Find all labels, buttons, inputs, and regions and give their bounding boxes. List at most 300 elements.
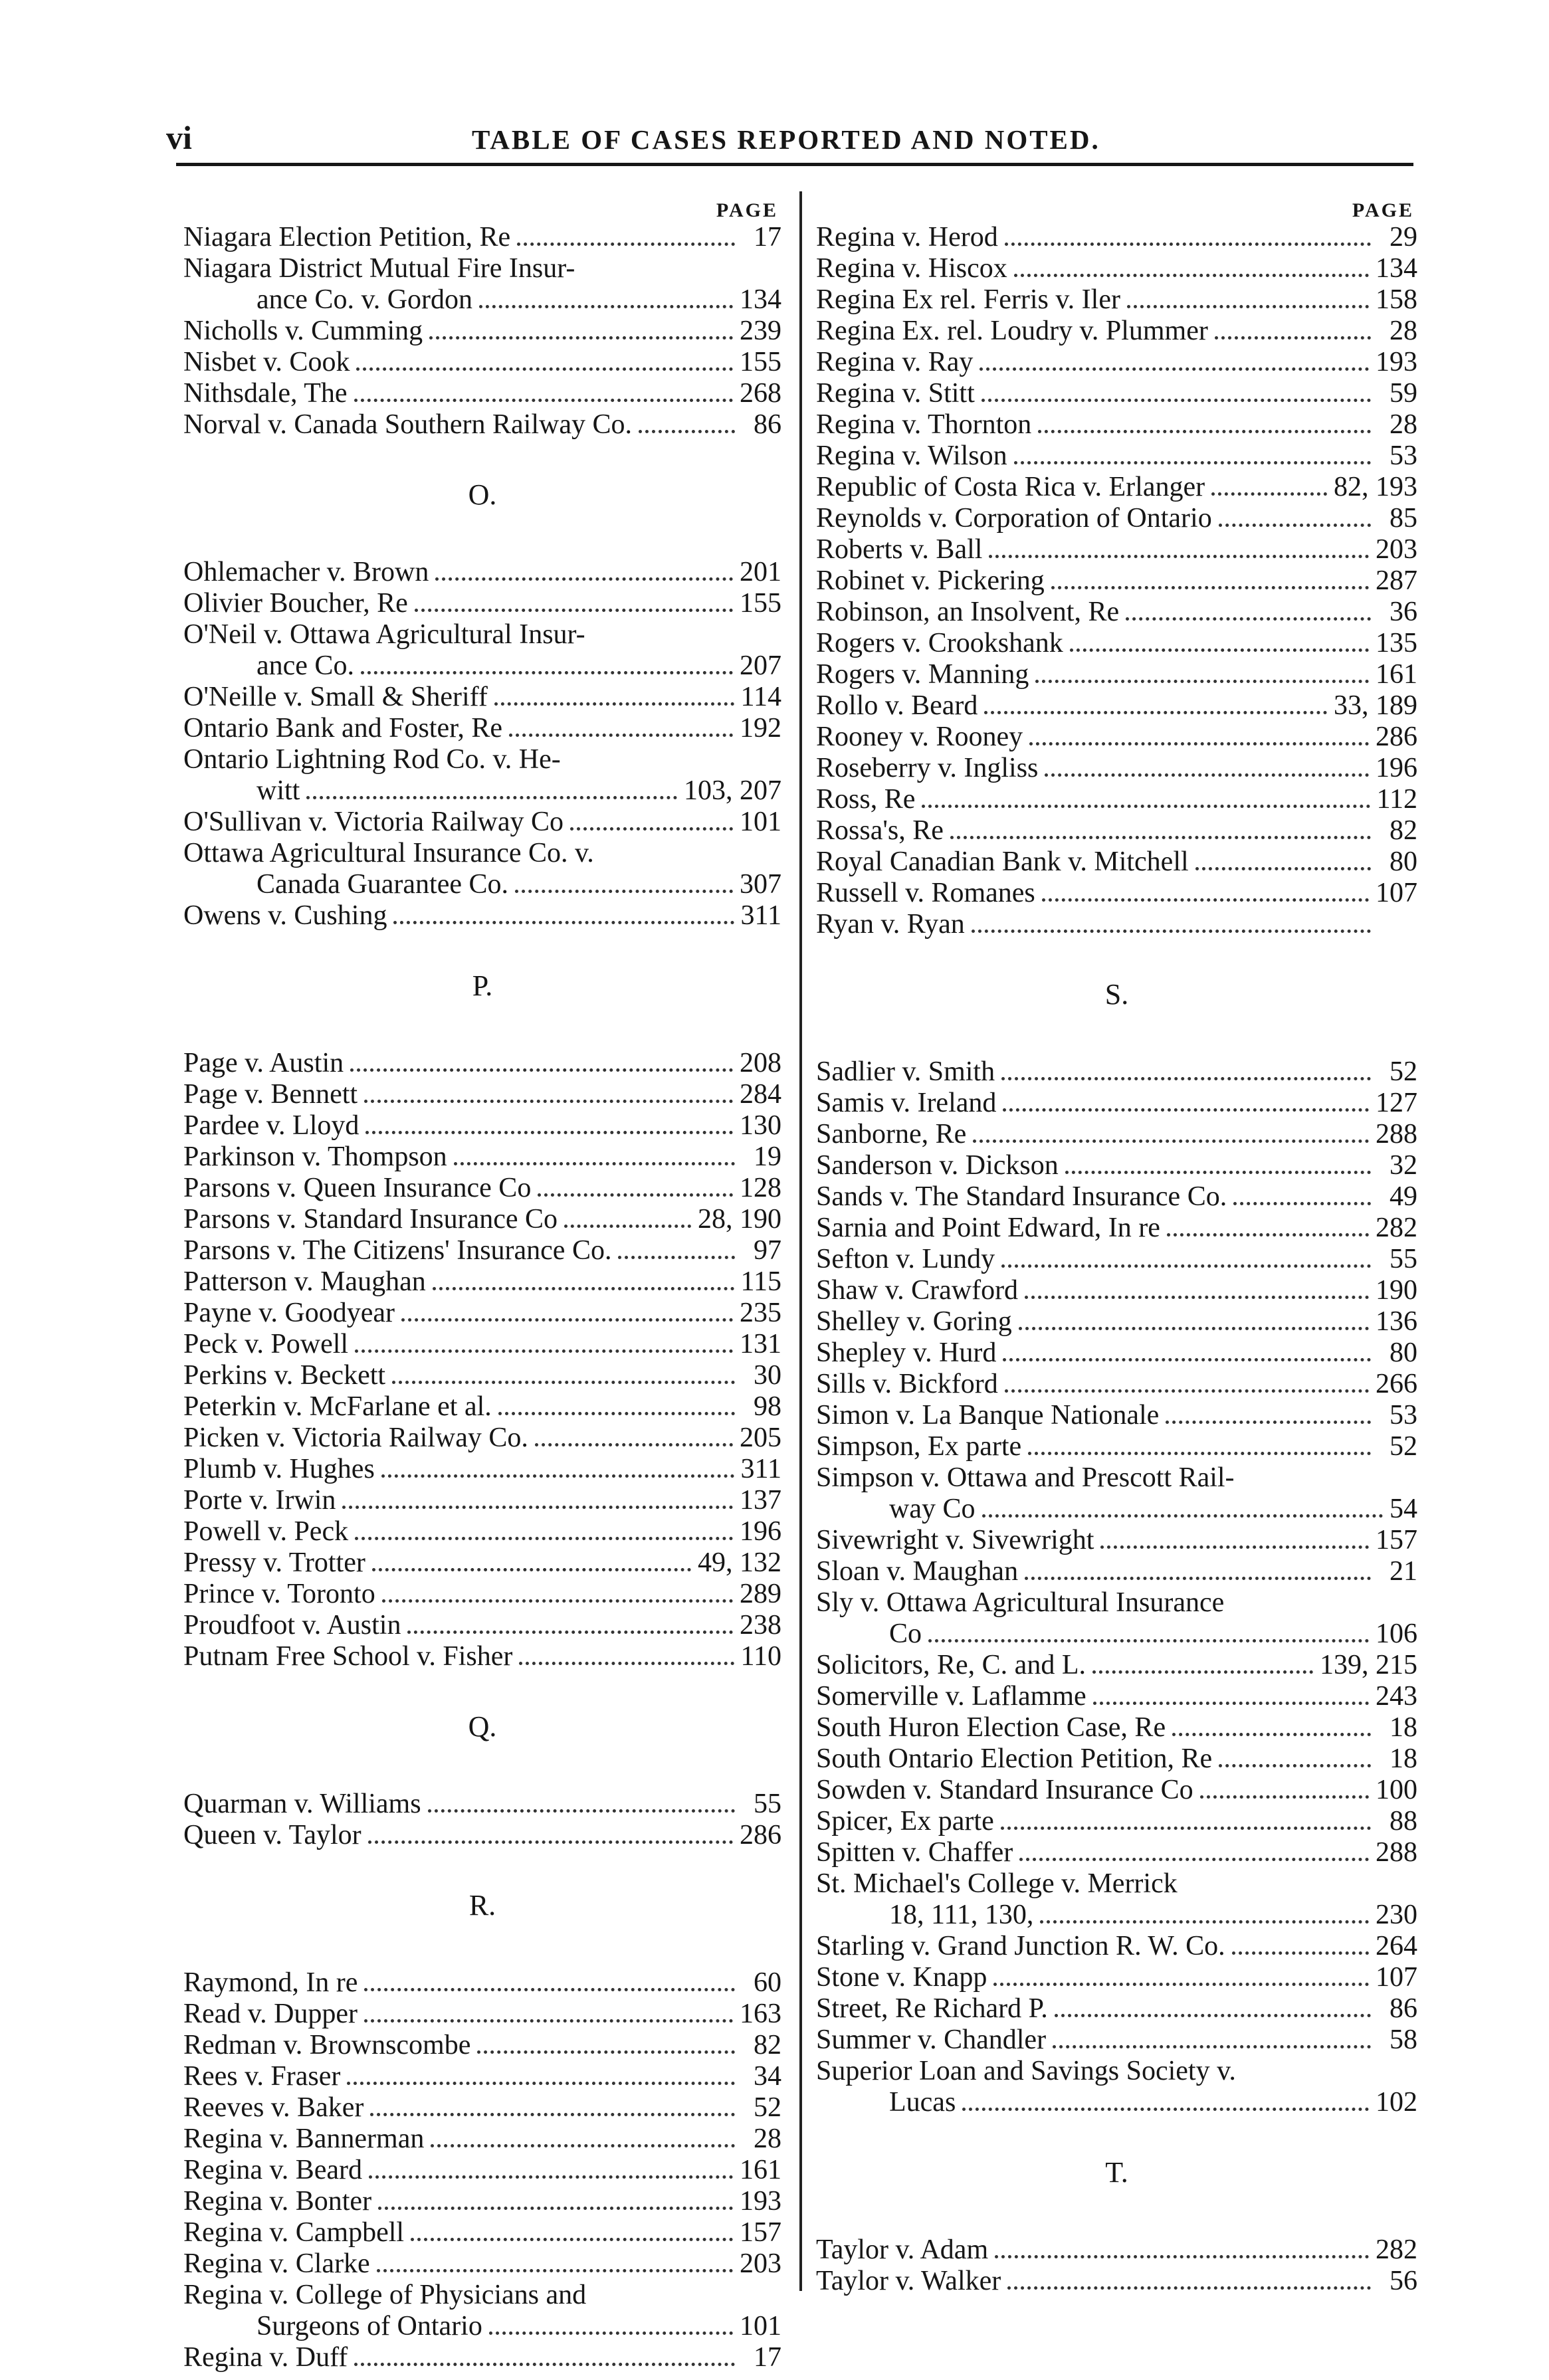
case-name: Read v. Dupper: [183, 1999, 358, 2029]
case-entry: [816, 753, 1417, 784]
case-name: Parsons v. Queen Insurance Co: [183, 1173, 532, 1203]
case-entry: [183, 1516, 781, 1547]
section-t: [816, 2234, 1417, 2297]
section-r: [183, 1967, 781, 2373]
dot-leader: [364, 1988, 735, 1991]
case-entry: [816, 222, 1417, 253]
dot-leader: [1040, 1920, 1369, 1924]
page-reference: 134: [740, 284, 781, 315]
dot-leader: [1038, 430, 1371, 433]
case-entry: [183, 2217, 781, 2248]
dot-leader: [356, 367, 733, 371]
case-entry: [816, 1962, 1417, 1993]
dot-leader: [1092, 1670, 1313, 1674]
case-entry: [816, 878, 1417, 909]
case-entry: [816, 1556, 1417, 1587]
case-entry: [816, 784, 1417, 815]
dot-leader: [1215, 336, 1371, 340]
page-reference: 54: [1390, 1494, 1417, 1524]
case-entry: [183, 1266, 781, 1298]
dot-leader: [1003, 1358, 1371, 1361]
case-entry: [183, 1329, 781, 1360]
case-entry-continuation: [183, 2311, 781, 2342]
case-entry: [816, 316, 1417, 347]
case-name: Parsons v. Standard Insurance Co: [183, 1204, 558, 1235]
page-reference: 157: [740, 2217, 781, 2248]
dot-leader: [378, 2207, 733, 2210]
case-name: South Ontario Election Petition, Re: [816, 1743, 1213, 1774]
case-entry: [183, 1579, 781, 1610]
case-entry: [183, 1298, 781, 1329]
dot-leader: [515, 890, 733, 893]
page-reference: 155: [740, 588, 781, 619]
section-heading-q: Q.: [468, 1710, 497, 1743]
page-reference: 58: [1390, 2025, 1417, 2055]
case-name: South Huron Election Case, Re: [816, 1712, 1166, 1743]
page-reference: 32: [1390, 1150, 1417, 1181]
dot-leader: [1172, 1733, 1371, 1736]
dot-leader: [364, 2019, 733, 2023]
page-reference: 115: [740, 1266, 781, 1297]
case-name: Taylor v. Adam: [816, 2234, 989, 2265]
page-reference: 17: [754, 2342, 781, 2373]
page-reference: 80: [1390, 846, 1417, 877]
case-name: Redman v. Brownscombe: [183, 2030, 471, 2060]
page-reference: 193: [1376, 347, 1417, 377]
page-reference: 86: [754, 409, 781, 440]
case-entry: [816, 722, 1417, 753]
page-column-label: PAGE: [716, 199, 778, 221]
page-reference: 49, 132: [698, 1547, 781, 1578]
case-entry: [816, 909, 1417, 940]
case-name: O'Neil v. Ottawa Agricultural Insur-: [183, 619, 585, 650]
case-name: Ottawa Agricultural Insurance Co. v.: [183, 838, 594, 868]
dot-leader: [489, 2331, 733, 2335]
dot-leader: [973, 1140, 1369, 1143]
case-entry: [816, 378, 1417, 409]
case-entry: [183, 253, 781, 284]
case-name: Rees v. Fraser: [183, 2061, 341, 2092]
page-reference: 28: [1390, 409, 1417, 440]
page-reference: 100: [1376, 1775, 1417, 1805]
dot-leader: [431, 2144, 735, 2147]
case-entry: [183, 1423, 781, 1454]
dot-leader: [1070, 648, 1369, 652]
page-reference: 264: [1376, 1931, 1417, 1961]
page-reference: 102: [1376, 2087, 1417, 2118]
case-name: Roberts v. Ball: [816, 534, 983, 565]
dot-leader: [411, 2238, 733, 2241]
case-entry: [183, 1610, 781, 1641]
dot-leader: [494, 702, 734, 706]
case-entry: [183, 900, 781, 932]
page-reference: 88: [1390, 1806, 1417, 1836]
case-entry: [183, 807, 781, 838]
dot-leader: [517, 243, 735, 246]
page-reference: 163: [740, 1999, 781, 2029]
dot-leader: [1232, 1951, 1369, 1955]
case-name: Sills v. Bickford: [816, 1369, 998, 1399]
dot-leader: [538, 1193, 733, 1197]
case-name-continued: Lucas: [889, 2087, 956, 2118]
dot-leader: [368, 1840, 733, 1844]
dot-leader: [535, 1443, 733, 1446]
folio-number: vi: [166, 119, 192, 156]
case-name: Ryan v. Ryan: [816, 909, 965, 940]
case-entry: [816, 1181, 1417, 1213]
dot-leader: [354, 2363, 735, 2366]
dot-leader: [365, 1131, 733, 1134]
page-reference: 17: [754, 222, 781, 252]
case-entry: [816, 1369, 1417, 1400]
case-name: Porte v. Irwin: [183, 1485, 336, 1516]
dot-leader: [950, 836, 1371, 839]
dot-leader: [1233, 1202, 1371, 1205]
case-entry: [183, 347, 781, 378]
page-reference: 190: [1376, 1275, 1417, 1306]
case-entry-continuation: [183, 775, 781, 807]
case-name: Shelley v. Goring: [816, 1306, 1012, 1337]
page-reference: 30: [754, 1360, 781, 1391]
case-name: Regina v. Ray: [816, 347, 974, 377]
case-entry: [816, 503, 1417, 534]
dot-leader: [1029, 742, 1369, 745]
case-entry: [816, 1400, 1417, 1431]
case-name: Simpson v. Ottawa and Prescott Rail-: [816, 1462, 1235, 1493]
case-entry: [816, 628, 1417, 659]
dot-leader: [1005, 1389, 1369, 1393]
case-name: Somerville v. Laflamme: [816, 1681, 1086, 1712]
page-reference: 134: [1376, 253, 1417, 284]
page-reference: 60: [754, 1967, 781, 1998]
case-name: Regina v. Bonter: [183, 2186, 372, 2217]
case-name: Sanderson v. Dickson: [816, 1150, 1059, 1181]
page-reference: 82: [1390, 815, 1417, 846]
header-rule: [176, 163, 1413, 166]
section-p: [183, 1048, 781, 1672]
case-name: O'Neille v. Small & Sheriff: [183, 682, 488, 712]
case-entry: [183, 1967, 781, 1999]
page-reference: 161: [740, 2155, 781, 2185]
page-reference: 288: [1376, 1119, 1417, 1149]
page-reference: 29: [1390, 222, 1417, 252]
case-entry: [816, 472, 1417, 503]
dot-leader: [435, 577, 733, 581]
case-entry-continuation: [183, 650, 781, 682]
page-reference: 107: [1376, 1962, 1417, 1993]
case-entry: [816, 1338, 1417, 1369]
dot-leader: [1219, 1764, 1371, 1767]
case-entry: [816, 1837, 1417, 1868]
case-entry: [816, 1775, 1417, 1806]
page-reference: 82: [754, 2030, 781, 2060]
page-reference: 137: [740, 1485, 781, 1516]
case-name: Regina v. Campbell: [183, 2217, 405, 2248]
page-reference: 157: [1376, 1525, 1417, 1555]
case-name: Sowden v. Standard Insurance Co: [816, 1775, 1193, 1805]
page-reference: 289: [740, 1579, 781, 1609]
case-entry: [183, 1820, 781, 1851]
case-entry: [816, 1525, 1417, 1556]
page-header: [0, 100, 1549, 173]
dot-leader: [1127, 305, 1369, 308]
case-entry-continuation: [816, 1619, 1417, 1650]
dot-leader: [1019, 1858, 1369, 1861]
page-reference: 311: [740, 900, 781, 931]
page-reference: 110: [740, 1641, 781, 1672]
case-entry: [183, 2248, 781, 2280]
case-name: Summer v. Chandler: [816, 2025, 1047, 2055]
case-name: St. Michael's College v. Merrick: [816, 1868, 1178, 1899]
case-entry: [816, 347, 1417, 378]
section-n: [183, 222, 781, 441]
running-title: TABLE OF CASES REPORTED AND NOTED.: [472, 124, 1100, 155]
page-reference: 205: [740, 1423, 781, 1453]
case-name: Prince v. Toronto: [183, 1579, 375, 1609]
dot-leader: [1007, 2286, 1371, 2290]
case-name: Norval v. Canada Southern Railway Co.: [183, 409, 632, 440]
page-reference: 21: [1390, 1556, 1417, 1587]
case-name: Rogers v. Manning: [816, 659, 1029, 690]
case-name: Page v. Bennett: [183, 1079, 358, 1110]
case-entry: [183, 1454, 781, 1485]
case-entry-continuation: [816, 2087, 1417, 2118]
page-reference: 98: [754, 1391, 781, 1422]
page-reference: 127: [1376, 1088, 1417, 1118]
dot-leader: [618, 1256, 735, 1259]
page-reference: 82, 193: [1334, 472, 1417, 502]
case-entry: [183, 1048, 781, 1079]
dot-leader: [369, 2175, 733, 2179]
case-name: Reynolds v. Corporation of Ontario: [816, 503, 1212, 534]
case-entry: [183, 1110, 781, 1141]
case-entry: [183, 1141, 781, 1173]
page-reference: 52: [1390, 1431, 1417, 1462]
case-name: Parkinson v. Thompson: [183, 1141, 447, 1172]
dot-leader: [382, 1599, 733, 1603]
page-reference: 53: [1390, 441, 1417, 471]
case-entry: [816, 2266, 1417, 2297]
left-column: [183, 199, 781, 2373]
case-name: Rollo v. Beard: [816, 690, 978, 721]
case-entry: [183, 1360, 781, 1391]
case-entry: [816, 1743, 1417, 1775]
case-entry: [816, 1306, 1417, 1338]
case-entry: [816, 2234, 1417, 2266]
dot-leader: [1001, 1264, 1371, 1268]
page-reference: 28: [1390, 316, 1417, 346]
case-name: Simpson, Ex parte: [816, 1431, 1022, 1462]
section-r-continued: [816, 222, 1417, 940]
case-name: Regina v. Wilson: [816, 441, 1007, 471]
case-name: Nisbet v. Cook: [183, 347, 350, 377]
page-reference: 311: [740, 1454, 781, 1484]
case-entry: [816, 659, 1417, 690]
case-entry: [183, 588, 781, 619]
page-reference: 193: [740, 2186, 781, 2217]
case-name: Regina v. Clarke: [183, 2248, 370, 2279]
dot-leader: [922, 805, 1370, 808]
page-reference: 33, 189: [1334, 690, 1417, 721]
case-name-continued: 18, 111, 130,: [889, 1900, 1034, 1930]
case-entry: [816, 284, 1417, 316]
page-reference: 196: [1376, 753, 1417, 783]
dot-leader: [972, 930, 1371, 933]
page-reference: 19: [754, 1141, 781, 1172]
dot-leader: [1219, 524, 1371, 527]
page-reference: 192: [740, 713, 781, 744]
case-entry: [816, 1650, 1417, 1681]
case-name: Russell v. Romanes: [816, 878, 1035, 908]
case-entry: [816, 534, 1417, 565]
dot-leader: [1065, 1171, 1371, 1174]
dot-leader: [1003, 1108, 1369, 1112]
case-name: Niagara District Mutual Fire Insur-: [183, 253, 575, 284]
case-name: Royal Canadian Bank v. Mitchell: [816, 846, 1189, 877]
case-name: Sarnia and Point Edward, In re: [816, 1213, 1160, 1243]
page-reference: 55: [1390, 1244, 1417, 1274]
page-reference: 97: [754, 1235, 781, 1266]
page-reference: 36: [1390, 597, 1417, 627]
case-name: Regina v. Bannerman: [183, 2124, 425, 2154]
case-entry: [183, 1485, 781, 1516]
page-reference: 49: [1390, 1181, 1417, 1212]
case-name: Raymond, In re: [183, 1967, 358, 1998]
section-heading-s: S.: [1104, 978, 1129, 1011]
case-entry-continuation: [183, 284, 781, 316]
case-entry: [183, 1204, 781, 1235]
dot-leader: [509, 734, 733, 737]
dot-leader: [1167, 1233, 1369, 1237]
dot-leader: [377, 2269, 733, 2272]
page-reference: 203: [740, 2248, 781, 2279]
case-name: Simon v. La Banque Nationale: [816, 1400, 1160, 1431]
dot-leader: [498, 1412, 735, 1415]
page-reference: 282: [1376, 1213, 1417, 1243]
case-entry: [183, 1391, 781, 1423]
dot-leader: [1028, 1452, 1371, 1455]
case-name: Regina v. Thornton: [816, 409, 1032, 440]
case-entry: [816, 815, 1417, 846]
dot-leader: [1051, 586, 1369, 589]
page-reference: 107: [1376, 878, 1417, 908]
case-name: Payne v. Goodyear: [183, 1298, 395, 1328]
page-reference: 55: [754, 1789, 781, 1819]
page-reference: 34: [754, 2061, 781, 2092]
case-name: Regina Ex rel. Ferris v. Iler: [816, 284, 1120, 315]
page-reference: 52: [754, 2092, 781, 2123]
section-heading-o: O.: [468, 478, 497, 511]
dot-leader: [995, 2255, 1369, 2258]
case-entry: [183, 557, 781, 588]
case-entry: [816, 846, 1417, 878]
case-name: Page v. Austin: [183, 1048, 344, 1078]
right-column: [816, 199, 1417, 2297]
dot-leader: [1166, 1421, 1371, 1424]
case-entry: [183, 316, 781, 347]
case-name: Proudfoot v. Austin: [183, 1610, 401, 1640]
case-name: Quarman v. Williams: [183, 1789, 421, 1819]
case-name-continued: witt: [257, 775, 300, 806]
case-entry: [816, 1806, 1417, 1837]
dot-leader: [1042, 898, 1369, 902]
case-entry: [816, 253, 1417, 284]
dot-leader: [477, 2050, 735, 2054]
dot-leader: [415, 609, 733, 612]
page-reference: 158: [1376, 284, 1417, 315]
case-entry: [183, 1789, 781, 1820]
case-entry: [816, 1088, 1417, 1119]
section-heading-p: P.: [472, 969, 493, 1002]
case-name: Nithsdale, The: [183, 378, 348, 409]
case-entry: [183, 838, 781, 869]
section-heading-r: R.: [468, 1889, 496, 1922]
case-entry: [816, 1119, 1417, 1150]
dot-leader: [355, 1537, 733, 1540]
case-name: Niagara Election Petition, Re: [183, 222, 511, 252]
case-name: Regina v. Stitt: [816, 378, 975, 409]
section-o: [183, 557, 781, 932]
case-name: Regina v. Herod: [816, 222, 998, 252]
case-entry: [183, 1235, 781, 1266]
section-q: [183, 1789, 781, 1851]
page-reference: 266: [1376, 1369, 1417, 1399]
case-entry: [183, 2030, 781, 2061]
page-reference: 128: [740, 1173, 781, 1203]
page-reference: 287: [1376, 565, 1417, 596]
dot-leader: [1014, 461, 1371, 464]
dot-leader: [347, 2082, 735, 2085]
dot-leader: [1045, 773, 1369, 777]
case-entry: [816, 1868, 1417, 1900]
page-reference: 56: [1390, 2266, 1417, 2296]
dot-leader: [1001, 1827, 1371, 1830]
dot-leader: [993, 1983, 1369, 1986]
case-entry: [183, 2092, 781, 2124]
dot-leader: [1005, 243, 1371, 246]
dot-leader: [392, 1381, 735, 1384]
case-entry: [816, 597, 1417, 628]
dot-leader: [984, 711, 1327, 714]
case-name: Rogers v. Crookshank: [816, 628, 1063, 658]
case-name: Sands v. The Standard Insurance Co.: [816, 1181, 1227, 1212]
dot-leader: [381, 1474, 734, 1478]
case-entry-continuation: [183, 869, 781, 900]
case-name: Reeves v. Baker: [183, 2092, 364, 2123]
page-reference: 286: [1376, 722, 1417, 752]
page-reference: 203: [1376, 534, 1417, 565]
case-entry: [183, 1547, 781, 1579]
dot-leader: [1035, 680, 1369, 683]
page-reference: 230: [1376, 1900, 1417, 1930]
case-name: Spicer, Ex parte: [816, 1806, 994, 1836]
case-entry: [183, 1641, 781, 1672]
page-reference: 207: [740, 650, 781, 681]
page-reference: 201: [740, 557, 781, 587]
case-name: Regina v. College of Physicians and: [183, 2280, 587, 2310]
case-name: Sefton v. Lundy: [816, 1244, 995, 1274]
case-name: Shepley v. Hurd: [816, 1338, 997, 1368]
page-reference: 18: [1390, 1712, 1417, 1743]
case-name-continued: way Co: [889, 1494, 976, 1524]
dot-leader: [639, 430, 735, 433]
case-name: Taylor v. Walker: [816, 2266, 1001, 2296]
case-name: Sly v. Ottawa Agricultural Insurance: [816, 1587, 1225, 1618]
page-reference: 130: [740, 1110, 781, 1141]
dot-leader: [342, 1506, 733, 1509]
case-name-continued: Co: [889, 1619, 922, 1649]
page-reference: 59: [1390, 378, 1417, 409]
